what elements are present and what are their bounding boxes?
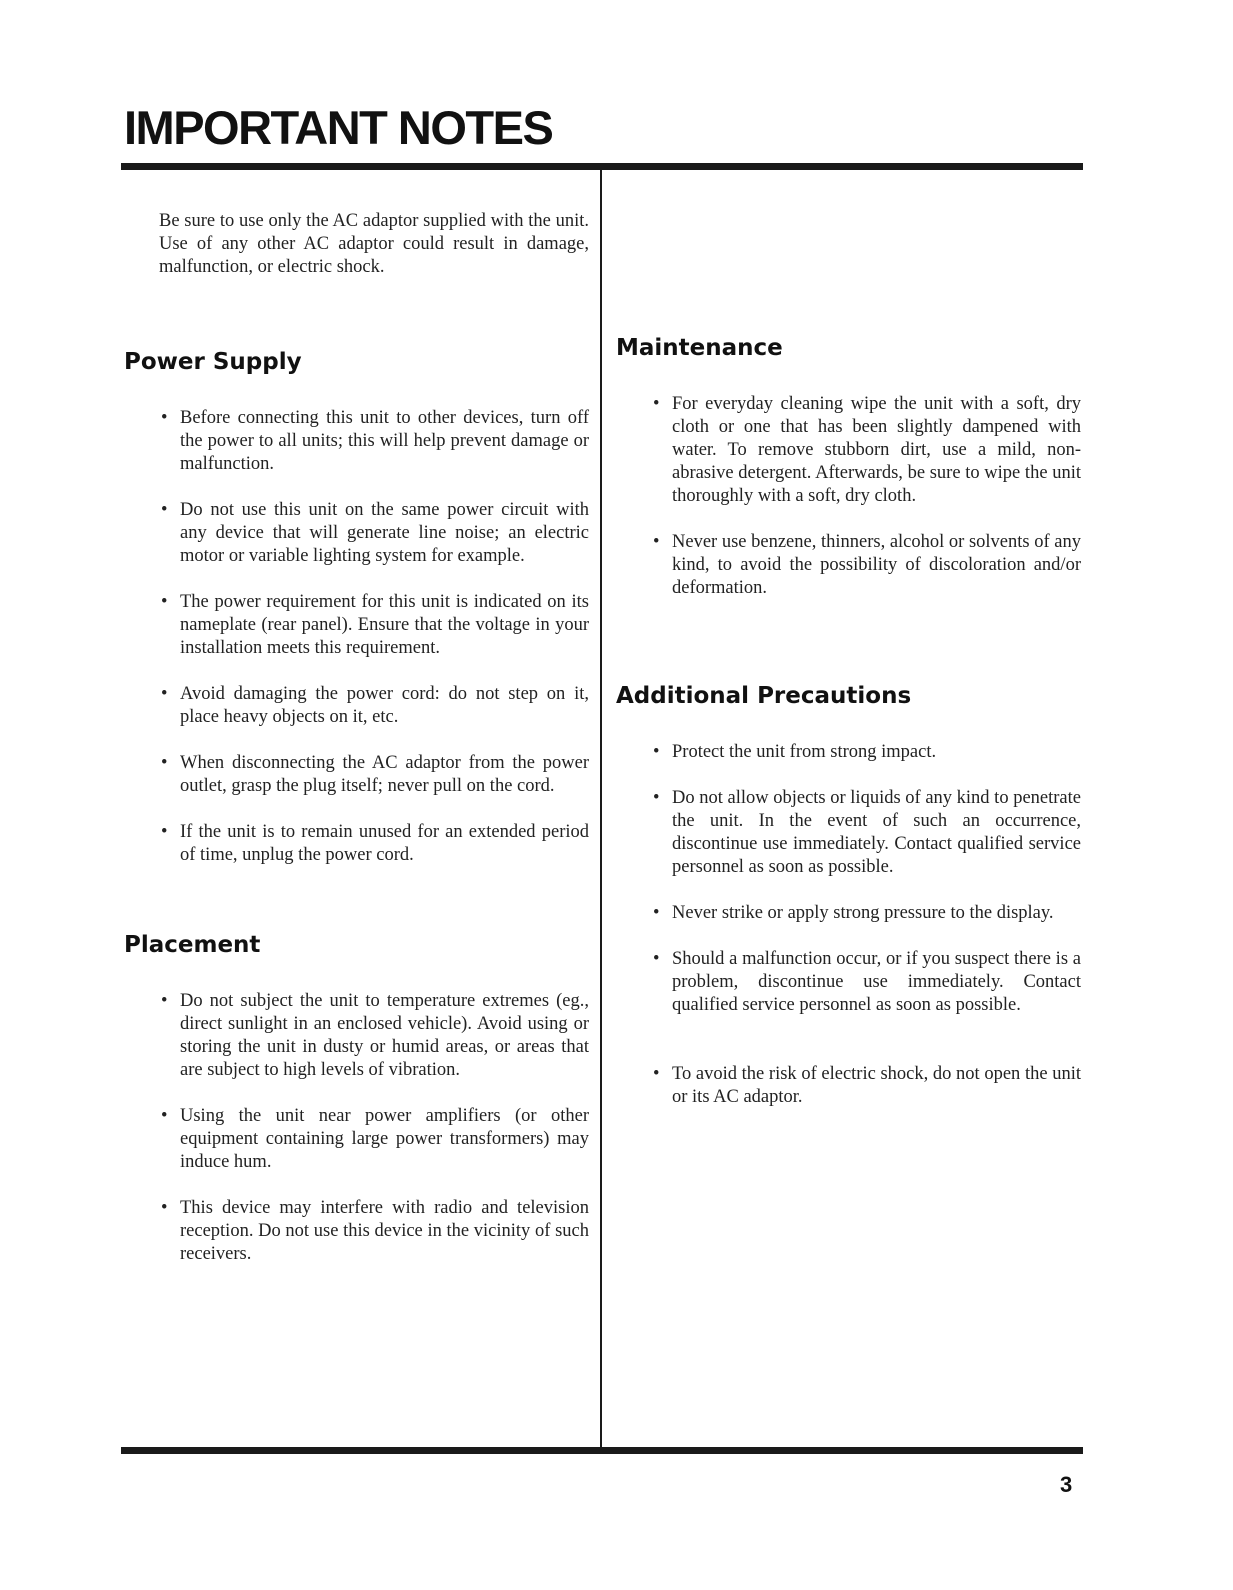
list-item-text: Do not allow objects or liquids of any kind to penetrate the unit. In the event of such an occurrence, discontinue use immediately. Contact qualified service personnel as soon as possible. [672,788,1081,877]
section-spacer [124,890,589,930]
bullet-icon: • [653,949,660,969]
bullet-icon: • [161,753,168,773]
bullet-icon: • [161,592,168,612]
placement-list [124,990,589,1266]
bullet-icon: • [653,903,660,923]
list-item [124,683,589,729]
list-item-text: Never use benzene, thinners, alcohol or solvents of any kind, to avoid the possibility of discoloration and/or deformation. [672,532,1081,598]
list-item-text: Do not subject the unit to temperature extremes (eg., direct sunlight in an enclosed vehicle). Avoid using or storing the unit in dusty or humid areas, or areas that are subject to high levels of vibration. [180,991,589,1080]
list-item-text: Before connecting this unit to other devices, turn off the power to all units; this will help prevent damage or malfunction. [180,408,589,474]
bullet-icon: • [161,408,168,428]
list-item [616,948,1081,1017]
power-supply-heading: Power Supply [124,349,302,375]
intro-paragraph: Be sure to use only the AC adaptor supplied with the unit. Use of any other AC adaptor could result in damage, malfunction, or electric shock. [159,211,589,277]
bullet-icon: • [653,788,660,808]
list-item [124,1105,589,1174]
section-spacer [616,623,1081,681]
bullet-icon: • [161,822,168,842]
bullet-icon: • [161,500,168,520]
bullet-icon: • [653,394,660,414]
list-item-text: Do not use this unit on the same power circuit with any device that will generate line noise; an electric motor or variable lighting system for example. [180,500,589,566]
bullet-icon: • [161,684,168,704]
list-item-text: For everyday cleaning wipe the unit with a soft, dry cloth or one that has been slightly dampened with water. To remove stubborn dirt, use a mild, non-abrasive detergent. Afterwards, be sure to wipe the unit thoroughly with a soft, dry cloth. [672,394,1081,506]
maintenance-list [616,393,1081,600]
list-item-text: When disconnecting the AC adaptor from the power outlet, grasp the plug itself; never pull on the cord. [180,753,589,796]
column-divider [600,166,602,1449]
list-item [124,499,589,568]
list-item [124,990,589,1082]
list-item [124,407,589,476]
list-item [124,821,589,867]
bullet-icon: • [653,742,660,762]
bottom-rule [121,1447,1083,1454]
power-supply-list [124,407,589,867]
bullet-icon: • [161,1198,168,1218]
list-item [124,591,589,660]
bullet-icon: • [653,1064,660,1084]
list-item [616,1063,1081,1109]
list-item-text: Using the unit near power amplifiers (or other equipment containing large power transformers) may induce hum. [180,1106,589,1172]
list-item [616,741,1081,764]
placement-heading: Placement [124,932,261,958]
left-column [124,210,589,1289]
right-column [616,333,1081,1132]
list-item [616,902,1081,925]
list-item-text: This device may interfere with radio and television reception. Do not use this device in the vicinity of such receivers. [180,1198,589,1264]
list-item [616,531,1081,600]
top-rule [121,163,1083,170]
bullet-icon: • [653,532,660,552]
bullet-icon: • [161,1106,168,1126]
list-item [124,752,589,798]
list-item [124,1197,589,1266]
list-item [616,393,1081,508]
list-item-text: Never strike or apply strong pressure to the display. [672,903,1054,923]
bullet-icon: • [161,991,168,1011]
maintenance-heading: Maintenance [616,335,783,361]
additional-precautions-list [616,741,1081,1109]
page-number: 3 [1060,1472,1073,1497]
page-title: IMPORTANT NOTES [124,101,553,154]
list-item [616,787,1081,879]
list-item-text: The power requirement for this unit is indicated on its nameplate (rear panel). Ensure that the voltage in your installation meets this requirement. [180,592,589,658]
list-item-text: If the unit is to remain unused for an extended period of time, unplug the power cord. [180,822,589,865]
additional-precautions-heading: Additional Precautions [616,683,912,709]
list-item-text: Should a malfunction occur, or if you suspect there is a problem, discontinue use immediately. Contact qualified service personnel as soon as possible. [672,949,1081,1015]
list-item-text: Avoid damaging the power cord: do not step on it, place heavy objects on it, etc. [180,684,589,727]
list-item-text: To avoid the risk of electric shock, do not open the unit or its AC adaptor. [672,1064,1081,1107]
list-item-text: Protect the unit from strong impact. [672,742,937,762]
